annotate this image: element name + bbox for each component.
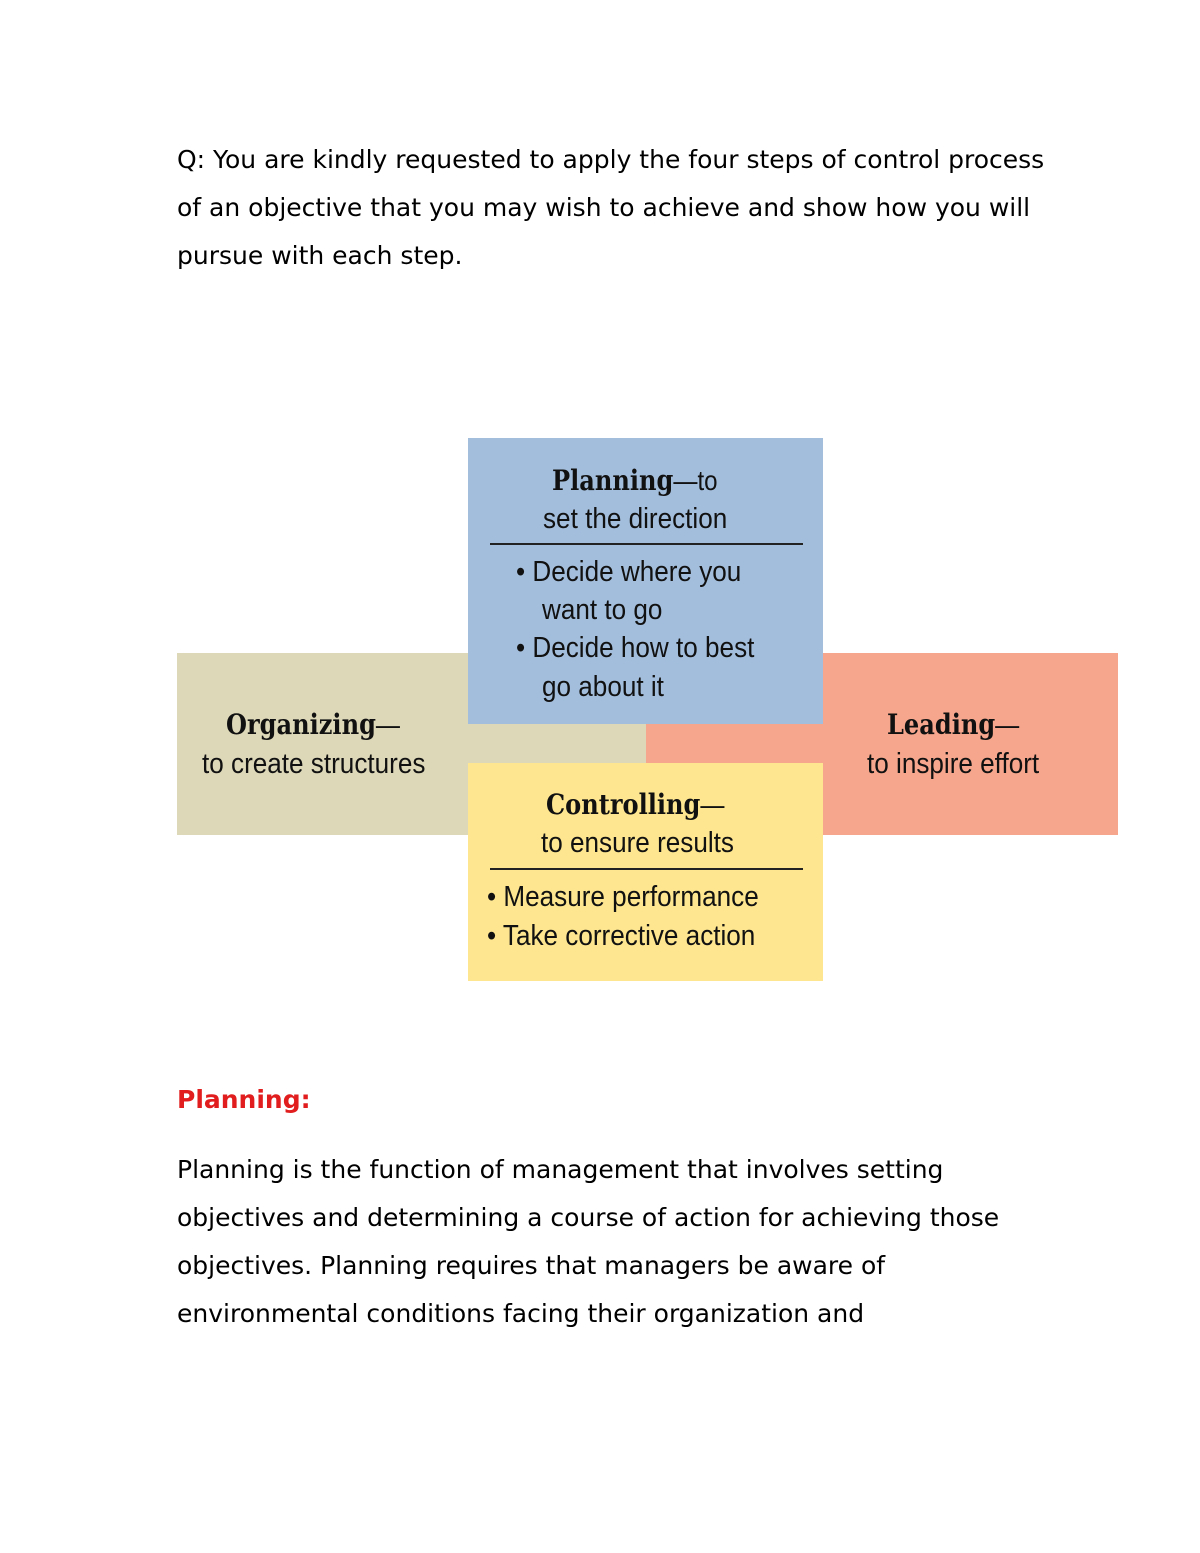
leading-title: Leading <box>887 708 996 741</box>
question-text: Q: You are kindly requested to apply the four steps of control process of an objective that you may wish to achieve and show how you will pursue with each step. <box>177 145 1045 270</box>
leading-subtitle: to inspire effort <box>867 748 1040 780</box>
section-title: Planning: <box>177 1085 311 1114</box>
planning-subtitle: set the direction <box>543 503 728 535</box>
section-body: Planning is the function of management that involves setting objectives and determining a course of action for achieving those objectives. Planning requires that managers be aware of environmental conditions facing their organization and <box>177 1155 1000 1328</box>
controlling-bullet-1: • Measure performance <box>487 881 759 913</box>
organizing-subtitle: to create structures <box>202 748 426 780</box>
organizing-title: Organizing <box>226 708 376 741</box>
controlling-title: Controlling <box>546 788 701 821</box>
planning-bullet-1-line-2: want to go <box>542 594 663 626</box>
controlling-bullet-2: • Take corrective action <box>487 920 756 952</box>
planning-box <box>468 438 823 724</box>
controlling-dash: — <box>700 789 725 820</box>
controlling-subtitle: to ensure results <box>541 827 734 859</box>
planning-bullet-2-line-2: go about it <box>542 671 664 703</box>
planning-dash: —to <box>673 465 718 496</box>
controlling-box <box>468 763 823 981</box>
planning-bullet-2-line-1: • Decide how to best <box>516 632 755 664</box>
leading-dash: — <box>995 709 1020 740</box>
planning-title: Planning <box>552 464 674 497</box>
planning-bullet-1-line-1: • Decide where you <box>516 556 742 588</box>
organizing-dash: — <box>375 709 401 740</box>
